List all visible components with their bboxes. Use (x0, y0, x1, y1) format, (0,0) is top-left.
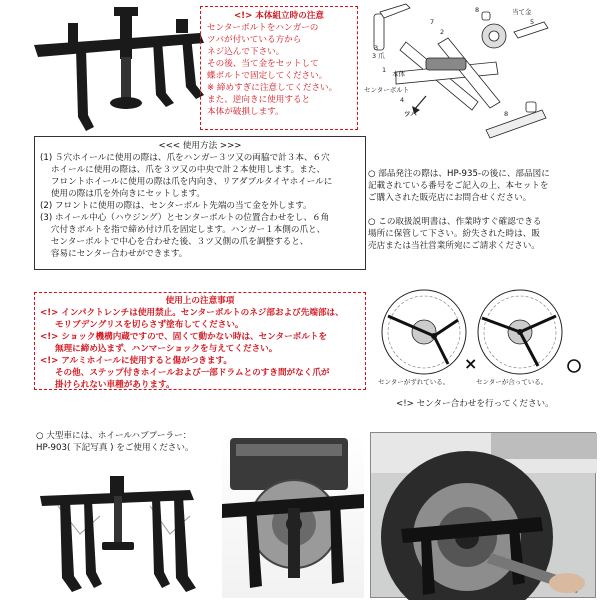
hp903-tool-illustration (40, 476, 220, 596)
caution-box (34, 292, 366, 390)
assembly-note-line: 蝶ボルトで固定してください。 (207, 71, 328, 81)
assembly-note-line: センターボルトをハンガーの (207, 23, 319, 33)
order-note-line: 記載されている番号をご記入の上、本セットを (368, 181, 549, 191)
label-off-center: センターがずれている。 (378, 378, 450, 386)
assembly-note-line: ネジ込んで下さい。 (207, 47, 285, 57)
usage-line: 容易にセンター合わせができます。 (40, 249, 188, 259)
caution-title: 使用上の注意事項 (165, 296, 235, 306)
wrong-mark: × (464, 354, 478, 373)
puller-tool-illustration (28, 5, 228, 135)
wheel-centering-diagram (378, 286, 578, 386)
caution-line: その他、ステップ付きホイールおよび一部ドラムとのすき間がなく爪が (40, 368, 330, 378)
assembly-note-line: ※ 締めすぎに注意してください。 (207, 83, 338, 93)
caution-line: 無理に締め込まず、ハンマーショックを与えてください。 (40, 344, 278, 354)
centering-caption: <!> センター合わせを行ってください。 (396, 399, 554, 409)
usage-title: <<< 使用方法 >>> (158, 141, 242, 151)
truck-tire-photo (370, 432, 596, 598)
large-vehicle-line: HP-903( 下記写真 ) をご使用ください。 (36, 443, 194, 453)
part-label: 4 (400, 96, 405, 104)
part-label: ツバ (404, 110, 417, 118)
usage-line: 使用の際は爪を外向きにセットします。 (40, 189, 205, 199)
wheel-centered (478, 290, 562, 374)
correct-mark (568, 360, 580, 372)
assembly-note-line: ツバが付いている方から (207, 35, 302, 45)
assembly-note-line: その後、当て金をセットして (207, 59, 319, 69)
part-label: 3 爪 (372, 52, 385, 60)
part-label: 8 (475, 6, 480, 14)
hub-puller-photo (222, 432, 364, 598)
order-note-line: ご購入された販売店にお問合せください。 (368, 193, 532, 203)
caution-line: モリブデングリスを切らさず塗布してください。 (40, 320, 244, 330)
usage-line: フロントホイールに使用の際は爪を内向き、リアダブルタイヤホイールに (40, 177, 333, 187)
caution-line: <!> インパクトレンチは使用禁止。センターボルトのネジ部および先端部は、 (40, 308, 344, 318)
usage-line: ホイールに使用の際は、爪を３ツ又の中央で計２本使用します。また、 (40, 165, 326, 175)
usage-line: (3) ホイール中心（ハウジング）とセンターボルトの位置合わせをし、６角 (40, 213, 330, 223)
assembly-note-line: 本体が破損します。 (207, 107, 284, 117)
usage-line: (1) ５穴ホイールに使用の際は、爪をハンガー３ツ又の両脇で計３本、６穴 (40, 153, 330, 163)
order-note-line: ○ 部品発注の際は、HP-935-の後に、部品図に (368, 169, 550, 179)
part-label: 当て金 (512, 8, 532, 16)
exploded-parts-diagram (366, 2, 596, 162)
part-label: 1 (382, 66, 387, 74)
caution-line: <!> ショック機構内蔵ですので、固くて動かない時は、センターボルトを (40, 332, 328, 342)
order-note (368, 168, 596, 252)
assembly-note-box (200, 6, 358, 130)
assembly-note-title: <!> 本体組立時の注意 (233, 11, 325, 21)
part-label: 5 (530, 18, 535, 26)
usage-line: センターボルトで中心を合わせた後、３ツ又側の爪を調整すると、 (40, 237, 309, 247)
order-note-line (368, 204, 596, 216)
part-label: センターボルト (364, 86, 410, 94)
usage-method-box (34, 136, 366, 270)
order-note-line: 場所に保管して下さい。紛失された時は、販 (368, 229, 540, 239)
part-label: 本体 (392, 70, 405, 78)
part-label: 3 (374, 44, 379, 52)
part-label: 7 (430, 18, 435, 26)
wheel-off-center (382, 290, 466, 374)
part-label: 2 (440, 28, 445, 36)
assembly-note-line: また、逆向きに使用すると (207, 95, 311, 105)
label-centered: センターが合っている。 (476, 378, 548, 386)
usage-line: (2) フロントに使用の際は、センターボルト先端の当て金を外します。 (40, 201, 312, 211)
large-vehicle-line: ○ 大型車には、ホイールハブプーラー： (36, 431, 192, 441)
order-note-line: 売店または当社営業所宛にご請求ください。 (368, 241, 540, 251)
part-label: 8 (504, 110, 509, 118)
caution-line: 掛けられない車種があります。 (40, 380, 175, 390)
usage-line: 穴付きボルトを指で締め付け爪を固定します。ハンガー１本側の爪と、 (40, 225, 326, 235)
caution-line: <!> アルミホイールに使用すると傷がつきます。 (40, 356, 232, 366)
order-note-line: ○ この取扱説明書は、作業時すぐ確認できる (368, 217, 542, 227)
large-vehicle-note (36, 430, 236, 454)
